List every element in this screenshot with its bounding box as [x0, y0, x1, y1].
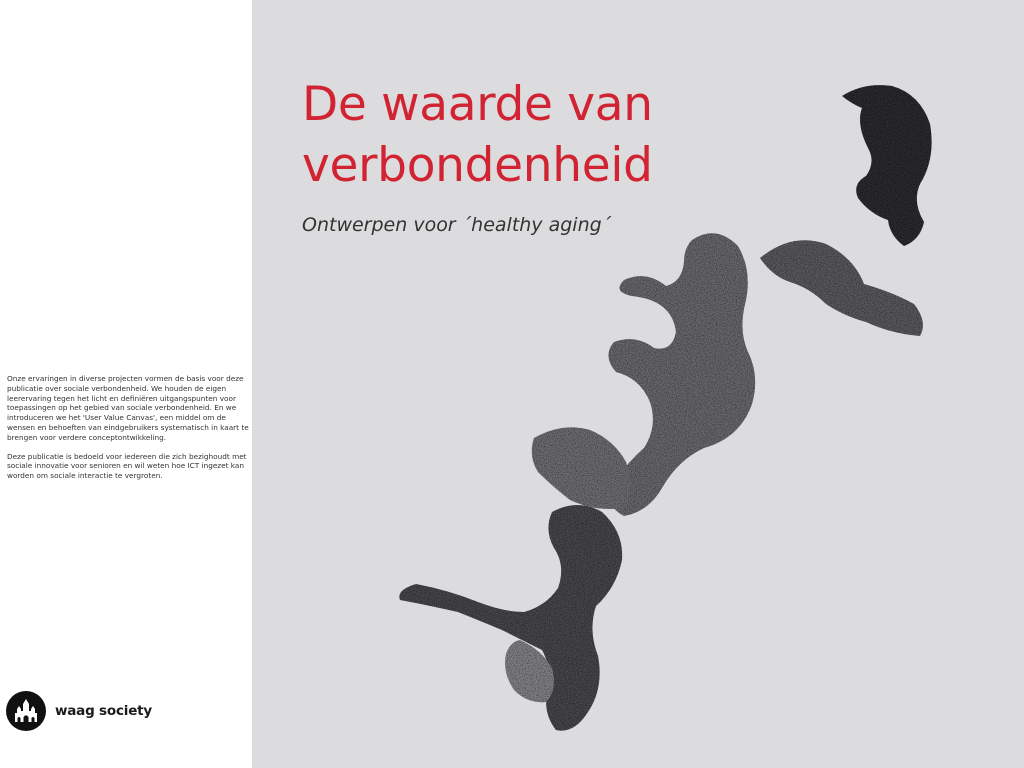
page-title: [302, 74, 862, 196]
intro-text: [7, 374, 249, 490]
logo-text: waag society: [55, 703, 153, 719]
ink-figure-left-arm: [532, 427, 631, 509]
title-line-2: verbondenheid: [302, 138, 653, 193]
left-panel: [0, 0, 252, 768]
title-line-1: De waarde van: [302, 77, 653, 132]
ink-figure-middle: [608, 233, 755, 516]
waag-society-logo: [6, 690, 152, 732]
intro-paragraph-1: Onze ervaringen in diverse projecten vormen de basis voor deze publicatie over sociale verbondenheid. We houden de eigen leerervaring tegen het licht en definiëren uitgangspunten voor toepassingen op het gebied van sociale verbondenheid. En we introduceren we het 'User Value Canvas', een middel om de wensen en behoeften van eindgebruikers systematisch in kaart te brengen voor verdere conceptontwikkeling.: [7, 374, 249, 442]
page-subtitle: Ontwerpen voor ´healthy aging´: [302, 214, 612, 236]
waag-tower-icon: [6, 691, 46, 731]
ink-figure-arm: [760, 240, 923, 336]
ink-figure-lower: [399, 505, 622, 731]
intro-paragraph-2: Deze publicatie is bedoeld voor iedereen die zich bezighoudt met sociale innovatie voor senioren en wil weten hoe ICT ingezet kan worden om sociale interactie te vergroten.: [7, 451, 247, 481]
